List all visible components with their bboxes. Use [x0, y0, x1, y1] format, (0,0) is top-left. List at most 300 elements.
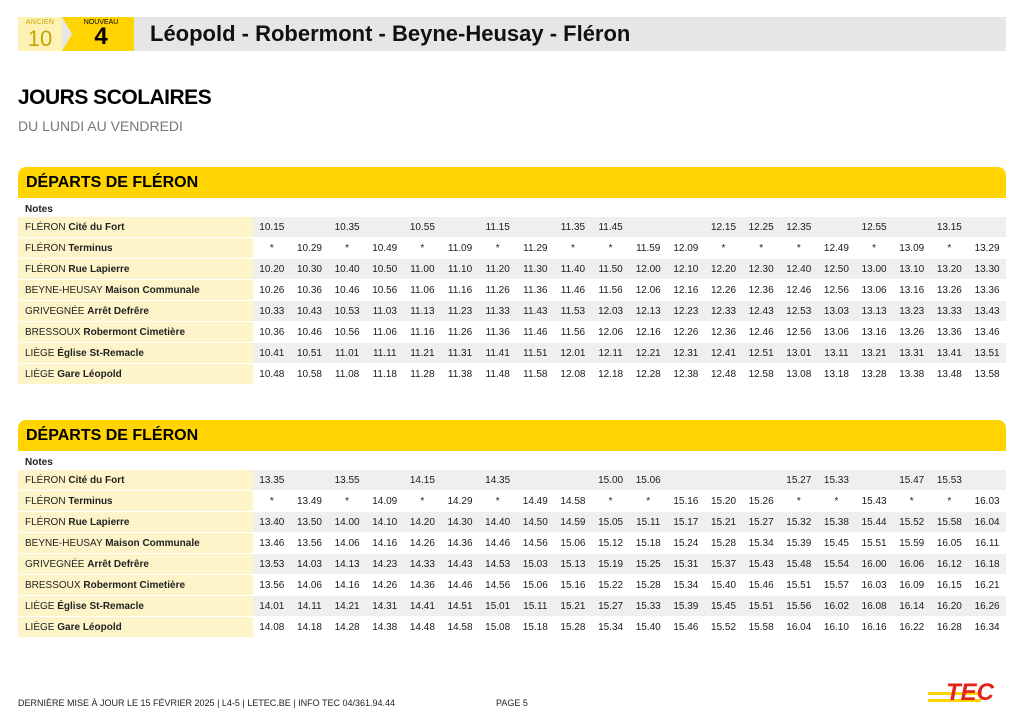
departure-time: 16.21	[968, 575, 1006, 596]
departure-time: 12.15	[705, 217, 743, 238]
departure-time: 13.55	[328, 470, 366, 491]
departure-time: 12.36	[742, 280, 780, 301]
stop-name	[18, 238, 253, 259]
departure-time: 15.32	[780, 512, 818, 533]
departure-time: 13.06	[855, 280, 893, 301]
departure-time: 10.49	[366, 238, 404, 259]
notes-cell	[705, 202, 743, 217]
departure-time: 13.53	[253, 554, 291, 575]
notes-cell	[742, 202, 780, 217]
departure-time: 10.20	[253, 259, 291, 280]
notes-cell	[554, 455, 592, 470]
notes-row	[18, 202, 1006, 217]
departure-time: 16.03	[968, 491, 1006, 512]
departure-time: 15.51	[855, 533, 893, 554]
departure-time: 15.11	[629, 512, 667, 533]
departure-time: 13.15	[931, 217, 969, 238]
departure-time: 14.36	[404, 575, 442, 596]
departure-time: 15.43	[855, 491, 893, 512]
departure-time: 13.16	[893, 280, 931, 301]
timetable-header	[18, 167, 1006, 198]
departure-time: 12.25	[742, 217, 780, 238]
departure-time: *	[479, 491, 517, 512]
departure-time: 16.12	[931, 554, 969, 575]
departure-time: *	[479, 238, 517, 259]
departure-time: 13.10	[893, 259, 931, 280]
departure-time: 16.04	[968, 512, 1006, 533]
notes-cell	[479, 202, 517, 217]
departure-time	[366, 470, 404, 491]
departure-time: 15.59	[893, 533, 931, 554]
schedule-title: JOURS SCOLAIRES	[18, 86, 212, 109]
departure-time	[366, 217, 404, 238]
departure-time: 10.46	[291, 322, 329, 343]
departure-time: 11.56	[554, 322, 592, 343]
departure-time: 12.28	[629, 364, 667, 385]
departure-time	[441, 470, 479, 491]
departure-time: 11.51	[516, 343, 554, 364]
notes-cell	[253, 202, 291, 217]
departure-time: 11.53	[554, 301, 592, 322]
notes-cell	[404, 202, 442, 217]
departure-time: 14.20	[404, 512, 442, 533]
departure-time: 15.56	[780, 596, 818, 617]
new-line-number: 4	[94, 23, 108, 50]
departure-time: 10.33	[253, 301, 291, 322]
departure-time: 15.39	[667, 596, 705, 617]
departure-time: 15.27	[592, 596, 630, 617]
departure-time: 10.26	[253, 280, 291, 301]
departure-time: 15.00	[592, 470, 630, 491]
notes-cell	[629, 202, 667, 217]
departure-time	[629, 217, 667, 238]
departure-time: 11.58	[516, 364, 554, 385]
departure-time: 12.56	[818, 280, 856, 301]
stop-label: Arrêt Defrêre	[87, 558, 149, 570]
notes-cell	[780, 455, 818, 470]
departure-time: 12.51	[742, 343, 780, 364]
departure-time: 11.03	[366, 301, 404, 322]
departure-time: 15.28	[705, 533, 743, 554]
departure-time: *	[855, 238, 893, 259]
departure-time: 11.48	[479, 364, 517, 385]
departure-time: 10.36	[253, 322, 291, 343]
notes-cell	[893, 202, 931, 217]
departure-time: 13.58	[968, 364, 1006, 385]
departure-time: *	[328, 491, 366, 512]
departure-time: 12.55	[855, 217, 893, 238]
departure-time: *	[554, 238, 592, 259]
departure-time: 15.06	[629, 470, 667, 491]
departure-time: 13.46	[253, 533, 291, 554]
departure-time	[742, 470, 780, 491]
departure-time: 11.36	[479, 322, 517, 343]
notes-label: Notes	[18, 455, 253, 470]
departure-time: 16.02	[818, 596, 856, 617]
departure-time: 12.10	[667, 259, 705, 280]
departure-time: 12.26	[667, 322, 705, 343]
notes-row	[18, 455, 1006, 470]
departure-time: 14.56	[479, 575, 517, 596]
stop-name	[18, 322, 253, 343]
stop-name	[18, 533, 253, 554]
departure-time: 12.58	[742, 364, 780, 385]
departure-time: 14.15	[404, 470, 442, 491]
stop-place: LIÈGE	[25, 621, 55, 633]
stop-row	[18, 596, 1006, 617]
departure-time: 12.16	[667, 280, 705, 301]
departure-time: 11.50	[592, 259, 630, 280]
departure-time: 15.21	[705, 512, 743, 533]
new-line-badge	[62, 17, 134, 51]
stop-place: BRESSOUX	[25, 326, 81, 338]
departure-time: 13.49	[291, 491, 329, 512]
departure-time: *	[818, 491, 856, 512]
departure-time: 14.43	[441, 554, 479, 575]
departure-time: *	[253, 491, 291, 512]
departure-time: *	[592, 491, 630, 512]
departure-time: 14.06	[291, 575, 329, 596]
departure-time: 15.20	[705, 491, 743, 512]
departure-time: 13.31	[893, 343, 931, 364]
departure-time: 10.50	[366, 259, 404, 280]
departure-time: 10.58	[291, 364, 329, 385]
departure-time: 11.29	[516, 238, 554, 259]
departure-time: 15.46	[667, 617, 705, 638]
departure-time: 16.16	[855, 617, 893, 638]
departure-time: 16.05	[931, 533, 969, 554]
departure-time	[667, 470, 705, 491]
departure-time: 11.09	[441, 238, 479, 259]
notes-cell	[742, 455, 780, 470]
tec-logo-icon	[928, 676, 1008, 712]
departure-time: 16.06	[893, 554, 931, 575]
departure-time: 13.28	[855, 364, 893, 385]
departure-time: 15.52	[705, 617, 743, 638]
departure-time: 15.11	[516, 596, 554, 617]
departure-time: 15.18	[629, 533, 667, 554]
departure-time: 12.26	[705, 280, 743, 301]
stop-name	[18, 554, 253, 575]
departure-time: 11.35	[554, 217, 592, 238]
notes-label: Notes	[18, 202, 253, 217]
departure-time: 13.09	[893, 238, 931, 259]
departure-time: 11.11	[366, 343, 404, 364]
stop-place: BEYNE-HEUSAY	[25, 537, 103, 549]
departure-time: 12.56	[780, 322, 818, 343]
departure-time: 12.01	[554, 343, 592, 364]
departure-time: 16.08	[855, 596, 893, 617]
departure-time: 12.31	[667, 343, 705, 364]
departure-time: 15.25	[629, 554, 667, 575]
notes-cell	[667, 455, 705, 470]
notes-cell	[366, 455, 404, 470]
stop-row	[18, 470, 1006, 491]
departure-time: 12.46	[780, 280, 818, 301]
schedule-subtitle: DU LUNDI AU VENDREDI	[18, 118, 183, 134]
departure-time: 13.26	[893, 322, 931, 343]
stop-name	[18, 343, 253, 364]
departure-time: *	[629, 491, 667, 512]
departure-time: 11.26	[441, 322, 479, 343]
departure-time: 14.28	[328, 617, 366, 638]
notes-cell	[931, 202, 969, 217]
departure-time: 16.14	[893, 596, 931, 617]
departure-time: *	[404, 491, 442, 512]
departure-time: 15.54	[818, 554, 856, 575]
departure-time	[291, 217, 329, 238]
stop-name	[18, 512, 253, 533]
stop-label: Robermont Cimetière	[83, 326, 186, 338]
timetable-block-2	[18, 420, 1006, 638]
notes-cell	[554, 202, 592, 217]
departure-time: 12.16	[629, 322, 667, 343]
departure-time: 14.38	[366, 617, 404, 638]
departure-time: 16.15	[931, 575, 969, 596]
departure-time: 15.28	[629, 575, 667, 596]
departure-time: 11.23	[441, 301, 479, 322]
departure-time: 16.28	[931, 617, 969, 638]
departure-time: 15.34	[592, 617, 630, 638]
stop-label: Rue Lapierre	[68, 516, 130, 528]
departure-time: 13.35	[253, 470, 291, 491]
stop-name	[18, 617, 253, 638]
departure-time: *	[592, 238, 630, 259]
departure-time: 15.48	[780, 554, 818, 575]
notes-cell	[705, 455, 743, 470]
stop-row	[18, 617, 1006, 638]
stop-place: BEYNE-HEUSAY	[25, 284, 103, 296]
departure-time: 13.08	[780, 364, 818, 385]
stop-label: Église St-Remacle	[57, 600, 144, 612]
departure-time: 15.06	[554, 533, 592, 554]
stop-label: Terminus	[68, 242, 113, 254]
departure-time: 16.03	[855, 575, 893, 596]
departure-time: 15.27	[780, 470, 818, 491]
departure-time: 13.06	[818, 322, 856, 343]
departure-time: 13.36	[931, 322, 969, 343]
departure-time: 15.52	[893, 512, 931, 533]
departure-time: 10.36	[291, 280, 329, 301]
departure-time: 13.40	[253, 512, 291, 533]
departure-time: 11.46	[516, 322, 554, 343]
departure-time: 16.00	[855, 554, 893, 575]
notes-cell	[592, 202, 630, 217]
notes-cell	[441, 455, 479, 470]
departure-time: 15.26	[742, 491, 780, 512]
stop-name	[18, 575, 253, 596]
departure-time: 13.51	[968, 343, 1006, 364]
departure-time: 15.33	[629, 596, 667, 617]
departure-time: 12.40	[780, 259, 818, 280]
departure-time: 15.06	[516, 575, 554, 596]
stop-row	[18, 491, 1006, 512]
timetable	[18, 455, 1006, 638]
departure-time: 12.06	[629, 280, 667, 301]
departure-time: *	[931, 238, 969, 259]
departure-time: 11.18	[366, 364, 404, 385]
departure-time: 11.43	[516, 301, 554, 322]
departure-time: 13.13	[855, 301, 893, 322]
departure-time	[516, 470, 554, 491]
departure-time: 12.36	[705, 322, 743, 343]
departure-time: 16.34	[968, 617, 1006, 638]
stop-label: Maison Communale	[105, 284, 200, 296]
departure-time: 15.57	[818, 575, 856, 596]
departure-time: 14.08	[253, 617, 291, 638]
departure-time: 15.01	[479, 596, 517, 617]
stop-row	[18, 322, 1006, 343]
departure-time: 14.13	[328, 554, 366, 575]
stop-name	[18, 301, 253, 322]
departure-time: 15.16	[667, 491, 705, 512]
stop-row	[18, 512, 1006, 533]
departure-time: 10.43	[291, 301, 329, 322]
departure-time: 14.46	[441, 575, 479, 596]
departure-time: 14.58	[554, 491, 592, 512]
departure-time: 12.49	[818, 238, 856, 259]
departure-time: 14.00	[328, 512, 366, 533]
departure-time: *	[780, 238, 818, 259]
departure-time: 15.31	[667, 554, 705, 575]
departure-time: 12.48	[705, 364, 743, 385]
departure-time: 10.30	[291, 259, 329, 280]
departure-time: 13.41	[931, 343, 969, 364]
departure-time: 11.33	[479, 301, 517, 322]
departure-time: 11.06	[366, 322, 404, 343]
departure-time: 12.23	[667, 301, 705, 322]
departure-time: 12.08	[554, 364, 592, 385]
departure-time: 14.35	[479, 470, 517, 491]
departure-time: 15.33	[818, 470, 856, 491]
departure-time: *	[893, 491, 931, 512]
departure-time: 10.51	[291, 343, 329, 364]
departure-time: 13.48	[931, 364, 969, 385]
departure-time: 13.26	[931, 280, 969, 301]
line-title: Léopold - Robermont - Beyne-Heusay - Fléron	[150, 21, 631, 46]
departure-time: 13.21	[855, 343, 893, 364]
departure-time: 14.33	[404, 554, 442, 575]
departure-time: *	[404, 238, 442, 259]
departure-time: 15.37	[705, 554, 743, 575]
departure-time: 16.04	[780, 617, 818, 638]
departure-time: 10.56	[366, 280, 404, 301]
departure-time: 11.13	[404, 301, 442, 322]
departure-time: 14.09	[366, 491, 404, 512]
stop-row	[18, 364, 1006, 385]
departure-time: 14.03	[291, 554, 329, 575]
departure-time: 11.00	[404, 259, 442, 280]
notes-cell	[441, 202, 479, 217]
departure-time: 15.46	[742, 575, 780, 596]
departure-time: 14.11	[291, 596, 329, 617]
departure-time: 16.22	[893, 617, 931, 638]
departure-time: 12.38	[667, 364, 705, 385]
stop-row	[18, 343, 1006, 364]
notes-cell	[291, 202, 329, 217]
departure-time: 12.20	[705, 259, 743, 280]
departure-time: 14.18	[291, 617, 329, 638]
timetable-title: DÉPARTS DE FLÉRON	[26, 174, 199, 191]
notes-cell	[818, 202, 856, 217]
departure-time: 11.28	[404, 364, 442, 385]
departure-time: 12.00	[629, 259, 667, 280]
departure-time: 15.44	[855, 512, 893, 533]
stop-row	[18, 280, 1006, 301]
departure-time: 15.39	[780, 533, 818, 554]
departure-time: 16.09	[893, 575, 931, 596]
notes-cell	[931, 455, 969, 470]
departure-time: 15.05	[592, 512, 630, 533]
stop-label: Robermont Cimetière	[83, 579, 186, 591]
departure-time: 11.45	[592, 217, 630, 238]
stop-place: FLÉRON	[25, 474, 66, 486]
stop-row	[18, 301, 1006, 322]
departure-time	[667, 217, 705, 238]
notes-cell	[516, 202, 554, 217]
old-line-number: 10	[27, 26, 53, 51]
departure-time: *	[931, 491, 969, 512]
departure-time: 14.40	[479, 512, 517, 533]
departure-time: 15.34	[667, 575, 705, 596]
departure-time: 16.18	[968, 554, 1006, 575]
stop-label: Rue Lapierre	[68, 263, 130, 275]
departure-time: 15.45	[705, 596, 743, 617]
departure-time: 11.08	[328, 364, 366, 385]
departure-time: 14.26	[366, 575, 404, 596]
departure-time: 11.20	[479, 259, 517, 280]
departure-time: 13.43	[968, 301, 1006, 322]
departure-time: 14.58	[441, 617, 479, 638]
stop-place: FLÉRON	[25, 516, 66, 528]
departure-time: 13.01	[780, 343, 818, 364]
departure-time: 12.33	[705, 301, 743, 322]
departure-time: 14.36	[441, 533, 479, 554]
notes-cell	[629, 455, 667, 470]
departure-time: 14.26	[404, 533, 442, 554]
notes-cell	[404, 455, 442, 470]
departure-time: 15.03	[516, 554, 554, 575]
departure-time: 14.16	[328, 575, 366, 596]
departure-time: 13.23	[893, 301, 931, 322]
departure-time: 11.40	[554, 259, 592, 280]
departure-time: 12.30	[742, 259, 780, 280]
departure-time: 10.56	[328, 322, 366, 343]
departure-time: 12.35	[780, 217, 818, 238]
stop-row	[18, 533, 1006, 554]
notes-cell	[968, 455, 1006, 470]
departure-time	[855, 470, 893, 491]
departure-time: 14.30	[441, 512, 479, 533]
stop-label: Gare Léopold	[57, 368, 122, 380]
departure-time: 10.53	[328, 301, 366, 322]
departure-time: 10.46	[328, 280, 366, 301]
departure-time: 12.53	[780, 301, 818, 322]
departure-time: 14.46	[479, 533, 517, 554]
departure-time: *	[780, 491, 818, 512]
departure-time: 15.21	[554, 596, 592, 617]
departure-time: 15.08	[479, 617, 517, 638]
departure-time: 11.06	[404, 280, 442, 301]
departure-time: 13.56	[291, 533, 329, 554]
stop-label: Arrêt Defrêre	[87, 305, 149, 317]
timetable-title: DÉPARTS DE FLÉRON	[26, 427, 199, 444]
departure-time: 11.15	[479, 217, 517, 238]
departure-time: 16.20	[931, 596, 969, 617]
departure-time: 15.43	[742, 554, 780, 575]
departure-time: 11.41	[479, 343, 517, 364]
notes-cell	[818, 455, 856, 470]
